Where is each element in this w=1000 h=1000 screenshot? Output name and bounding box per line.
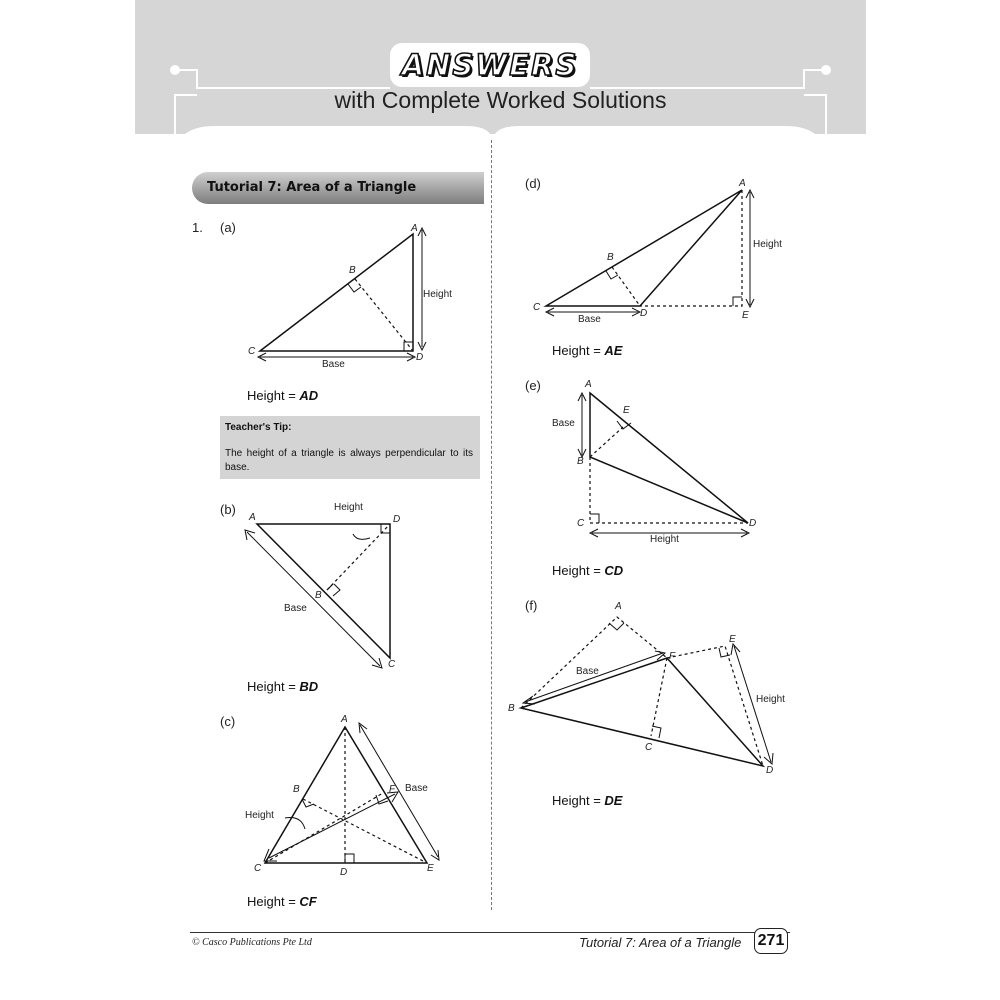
vertex-f-label: F xyxy=(389,784,396,795)
vertex-c-label: C xyxy=(645,742,653,753)
part-f-label: (f) xyxy=(525,598,538,613)
answer-d xyxy=(552,343,622,358)
part-e-label: (e) xyxy=(525,378,541,393)
footer-rule xyxy=(190,932,790,933)
vertex-c-label: C xyxy=(533,302,541,313)
vertex-d-label: D xyxy=(393,514,401,525)
figure-c xyxy=(235,715,455,880)
base-label: Base xyxy=(578,314,601,325)
answer-value: CF xyxy=(299,894,317,909)
answer-value: DE xyxy=(604,793,623,808)
figure-d xyxy=(530,180,770,330)
vertex-b-label: B xyxy=(577,456,584,467)
height-label: Height xyxy=(756,694,785,705)
teachers-tip-box xyxy=(220,416,480,479)
vertex-d-label: D xyxy=(749,518,757,529)
footer-title: Tutorial 7: Area of a Triangle xyxy=(579,935,742,950)
vertex-a-label: A xyxy=(615,601,622,612)
base-label: Base xyxy=(322,359,345,370)
vertex-e-label: E xyxy=(427,863,434,874)
answer-prefix: Height = xyxy=(552,343,601,358)
part-c-label: (c) xyxy=(220,714,236,729)
page-subtitle: with Complete Worked Solutions xyxy=(334,87,667,113)
figure-e xyxy=(565,385,765,550)
vertex-a-label: A xyxy=(585,379,592,390)
height-label: Height xyxy=(334,502,363,513)
vertex-d-label: D xyxy=(340,867,348,878)
answer-prefix: Height = xyxy=(247,894,296,909)
vertex-c-label: C xyxy=(388,659,396,670)
vertex-b-label: B xyxy=(607,252,614,263)
vertex-f-label: F xyxy=(669,651,676,662)
vertex-b-label: B xyxy=(315,590,322,601)
vertex-d-label: D xyxy=(766,765,774,776)
section-title: Tutorial 7: Area of a Triangle xyxy=(207,180,417,195)
vertex-e-label: E xyxy=(729,634,736,645)
vertex-d-label: D xyxy=(416,352,424,363)
answer-c xyxy=(247,894,317,909)
answer-value: AE xyxy=(604,343,623,358)
part-b-label: (b) xyxy=(220,502,236,517)
vertex-d-label: D xyxy=(640,308,648,319)
answer-e xyxy=(552,563,623,578)
section-title-bar xyxy=(192,172,484,204)
vertex-a-label: A xyxy=(411,223,418,234)
teachers-tip-text: The height of a triangle is always perpendicular to its base. xyxy=(225,448,473,473)
figure-f xyxy=(513,600,783,780)
vertex-e-label: E xyxy=(623,405,630,416)
teachers-tip-title: Teacher's Tip: xyxy=(225,422,292,433)
base-label: Base xyxy=(576,666,599,677)
part-a-label: (a) xyxy=(220,220,236,235)
answer-prefix: Height = xyxy=(552,563,601,578)
answer-a xyxy=(247,388,318,403)
vertex-c-label: C xyxy=(254,863,262,874)
answer-value: AD xyxy=(299,388,319,403)
answer-prefix: Height = xyxy=(247,388,296,403)
vertex-b-label: B xyxy=(508,703,515,714)
answer-prefix: Height = xyxy=(247,679,296,694)
answer-value: BD xyxy=(299,679,319,694)
answer-value: CD xyxy=(604,563,624,578)
answer-f xyxy=(552,793,622,808)
height-label: Height xyxy=(423,289,452,300)
vertex-b-label: B xyxy=(349,265,356,276)
vertex-b-label: B xyxy=(293,784,300,795)
vertex-a-label: A xyxy=(249,512,256,523)
base-label: Base xyxy=(552,418,575,429)
part-d-label: (d) xyxy=(525,176,541,191)
page-number: 271 xyxy=(754,928,788,954)
base-label: Base xyxy=(284,603,307,614)
vertex-c-label: C xyxy=(248,346,256,357)
page-header xyxy=(135,0,866,134)
answers-badge xyxy=(390,43,590,87)
vertex-e-label: E xyxy=(742,310,749,321)
vertex-a-label: A xyxy=(341,714,348,725)
height-label: Height xyxy=(650,534,679,545)
figure-b xyxy=(235,500,435,680)
copyright-text: © Casco Publications Pte Ltd xyxy=(192,937,312,948)
height-label: Height xyxy=(245,810,274,821)
answers-title: ANSWERS xyxy=(401,48,579,82)
vertex-a-label: A xyxy=(739,178,746,189)
height-label: Height xyxy=(753,239,782,250)
base-label: Base xyxy=(405,783,428,794)
question-number: 1. xyxy=(192,220,203,235)
answer-b xyxy=(247,679,318,694)
vertex-c-label: C xyxy=(577,518,585,529)
column-divider xyxy=(491,140,492,910)
answer-prefix: Height = xyxy=(552,793,601,808)
worksheet-page xyxy=(135,0,866,1000)
